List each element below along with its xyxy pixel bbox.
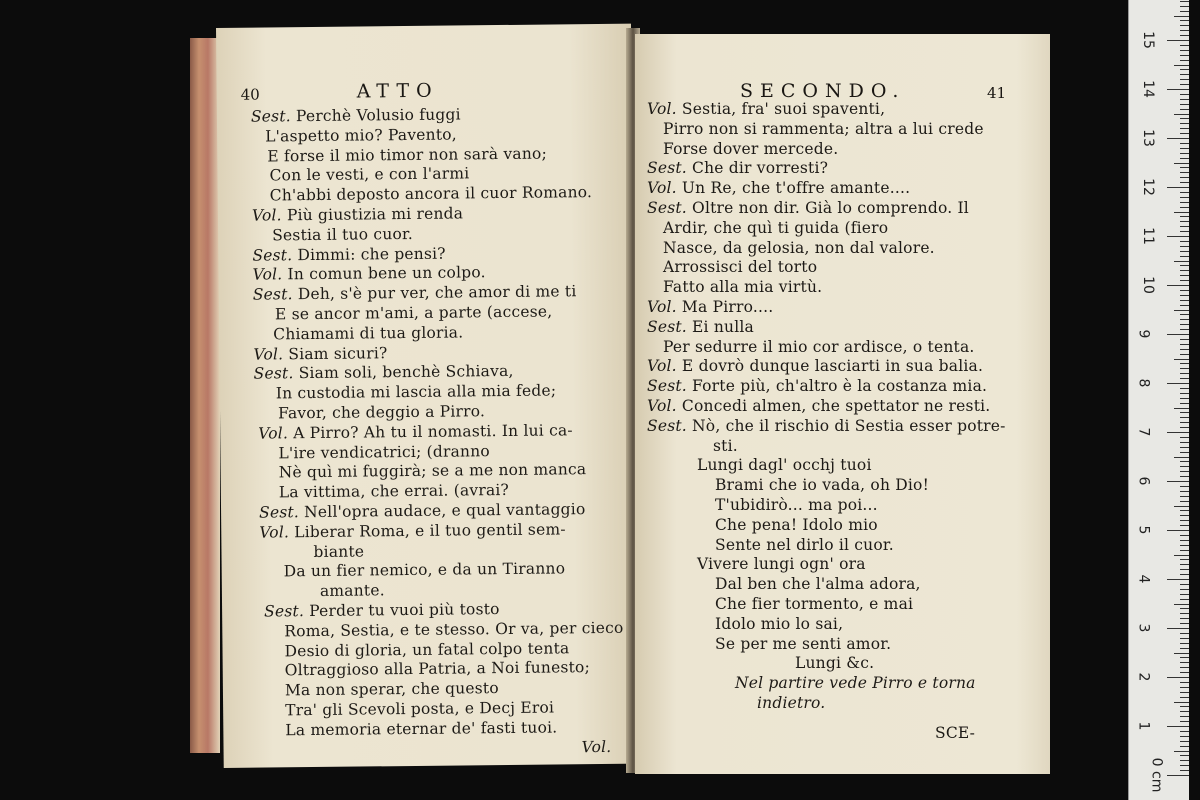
text-line: Vol. In comun bene un colpo. [252, 263, 486, 285]
ruler-tick [1180, 682, 1189, 683]
ruler-tick [1167, 187, 1189, 188]
ruler-tick [1180, 118, 1189, 119]
page-number: 40 [240, 85, 260, 104]
text-line: Vol. Più giustizia mi renda [251, 204, 464, 225]
text-line: Desio di gloria, un fatal colpo tenta [284, 638, 570, 660]
text-line: Per sedurre il mio cor ardisce, o tenta. [663, 337, 975, 356]
ruler-tick [1180, 368, 1189, 369]
text-line: Ma non sperar, che questo [284, 679, 499, 700]
ruler-tick [1180, 422, 1189, 423]
text-line: Sest. Forte più, ch'altro è la costanza mia. [647, 377, 988, 396]
ruler-tick [1180, 672, 1189, 673]
ruler-tick [1180, 667, 1189, 668]
text-line: La vittima, che errai. (avrai? [278, 481, 510, 502]
text-line: Dal ben che l'alma adora, [715, 575, 921, 594]
ruler-tick [1180, 275, 1189, 276]
text-line: Sest. Siam soli, benchè Schiava, [253, 362, 514, 384]
ruler-tick [1180, 11, 1189, 12]
text-line: Sest. Nell'opra audace, e qual vantaggio [258, 500, 586, 522]
ruler-tick [1180, 79, 1189, 80]
ruler-tick [1167, 726, 1189, 727]
ruler-label: 12 [1139, 178, 1156, 196]
ruler-tick [1174, 408, 1189, 409]
text-line: sti. [713, 436, 738, 455]
ruler-tick [1180, 540, 1189, 541]
text-line: Fatto alla mia virtù. [663, 278, 823, 297]
ruler-tick [1167, 481, 1189, 482]
text-line: E se ancor m'ami, a parte (accese, [274, 302, 553, 324]
ruler-tick [1180, 373, 1189, 374]
ruler-tick [1180, 643, 1189, 644]
ruler-tick [1180, 60, 1189, 61]
ruler-tick [1180, 290, 1189, 291]
ruler-tick [1180, 123, 1189, 124]
ruler-label: 2 [1135, 672, 1152, 682]
text-line: Sest. Deh, s'è pur ver, che amor di me ti [252, 282, 577, 304]
ruler-tick [1180, 109, 1189, 110]
ruler-tick [1180, 148, 1189, 149]
ruler-tick [1180, 393, 1189, 394]
ruler-tick [1180, 182, 1189, 183]
text-line: biante [313, 542, 365, 561]
ruler-tick [1180, 706, 1189, 707]
ruler-tick [1180, 270, 1189, 271]
ruler-tick [1180, 687, 1189, 688]
ruler-tick [1180, 251, 1189, 252]
ruler-tick [1174, 16, 1189, 17]
ruler-tick [1174, 114, 1189, 115]
ruler-tick [1180, 354, 1189, 355]
ruler-label: 7 [1135, 427, 1152, 437]
ruler-tick [1180, 133, 1189, 134]
ruler-tick [1180, 760, 1189, 761]
ruler-tick [1180, 295, 1189, 296]
ruler-tick [1180, 329, 1189, 330]
text-line: Vol. Un Re, che t'offre amante.... [647, 179, 911, 198]
running-header: SECONDO. [740, 80, 906, 102]
ruler-tick [1180, 515, 1189, 516]
text-line: Forse dover mercede. [663, 139, 839, 158]
ruler-tick [1180, 207, 1189, 208]
ruler-tick [1180, 398, 1189, 399]
ruler-tick [1180, 657, 1189, 658]
text-line: Ardir, che quì ti guida (fiero [663, 218, 889, 237]
ruler-tick [1180, 265, 1189, 266]
ruler-tick [1180, 731, 1189, 732]
text-line: Con le vesti, e con l'armi [269, 164, 470, 185]
ruler-tick [1180, 525, 1189, 526]
ruler-tick [1180, 613, 1189, 614]
text-line: Chiamami di tua gloria. [273, 323, 464, 344]
text-line: Nè quì mi fuggirà; se a me non manca [278, 460, 587, 482]
ruler-tick [1180, 339, 1189, 340]
ruler-tick [1180, 153, 1189, 154]
ruler-tick [1167, 285, 1189, 286]
ruler-tick [1180, 559, 1189, 560]
ruler-tick [1174, 261, 1189, 262]
ruler-tick [1167, 383, 1189, 384]
text-line: Tra' gli Scevoli posta, e Decj Eroi [285, 698, 555, 720]
text-line: Nel partire vede Pirro e torna [735, 674, 976, 693]
ruler-tick [1180, 466, 1189, 467]
text-line: Che pena! Idolo mio [715, 515, 878, 534]
ruler-tick [1180, 589, 1189, 590]
ruler-label: 14 [1139, 80, 1156, 98]
text-line: Se per me senti amor. [715, 634, 892, 653]
ruler-tick [1180, 471, 1189, 472]
ruler-tick [1180, 314, 1189, 315]
text-line: SCE- [935, 724, 976, 742]
ruler-tick [1180, 6, 1189, 7]
ruler-tick [1180, 716, 1189, 717]
ruler-tick [1174, 457, 1189, 458]
ruler-tick [1180, 461, 1189, 462]
ruler-tick [1180, 721, 1189, 722]
ruler-tick [1180, 427, 1189, 428]
ruler-tick [1180, 378, 1189, 379]
ruler-tick [1180, 599, 1189, 600]
text-line: Vol. Concedi almen, che spettator ne resti. [647, 397, 991, 415]
text-line: Pirro non si rammenta; altra a lui crede [663, 119, 984, 138]
ruler-tick [1180, 202, 1189, 203]
ruler-tick [1180, 545, 1189, 546]
ruler-tick [1180, 510, 1189, 511]
ruler-label: 0 cm [1148, 757, 1165, 793]
ruler-tick [1180, 143, 1189, 144]
text-line: amante. [319, 581, 385, 601]
text-line: L'aspetto mio? Pavento, [265, 125, 457, 146]
ruler-tick [1180, 197, 1189, 198]
ruler-tick [1180, 226, 1189, 227]
ruler-tick [1180, 25, 1189, 26]
text-line: E forse il mio timor non sarà vano; [267, 144, 548, 166]
ruler-tick [1180, 349, 1189, 350]
ruler-tick [1180, 741, 1189, 742]
text-line: Lungi dagl' occhj tuoi [697, 456, 872, 475]
text-line: Vivere lungi ogn' ora [697, 555, 866, 574]
right-page [635, 34, 1050, 774]
ruler-tick [1180, 608, 1189, 609]
ruler-tick [1180, 496, 1189, 497]
ruler-tick [1180, 765, 1189, 766]
ruler-tick [1180, 69, 1189, 70]
ruler-label: 10 [1139, 276, 1156, 294]
ruler-tick [1167, 138, 1189, 139]
ruler-tick [1180, 692, 1189, 693]
text-line: Arrossisci del torto [663, 258, 818, 277]
ruler-tick [1180, 74, 1189, 75]
ruler-tick [1167, 236, 1189, 237]
ruler-tick [1180, 241, 1189, 242]
ruler-tick [1180, 486, 1189, 487]
text-line: Ch'abbi deposto ancora il cuor Romano. [269, 183, 593, 205]
ruler-tick [1180, 447, 1189, 448]
text-line: Vol. E dovrò dunque lasciarti in sua balia. [647, 357, 984, 376]
text-line: Vol. Liberar Roma, e il tuo gentil sem- [259, 520, 566, 542]
ruler-tick [1180, 94, 1189, 95]
ruler-label: 9 [1135, 329, 1152, 339]
ruler-tick [1167, 530, 1189, 531]
ruler-tick [1174, 65, 1189, 66]
ruler-label: 11 [1139, 227, 1156, 245]
ruler-tick [1180, 417, 1189, 418]
ruler-tick [1180, 50, 1189, 51]
text-line: Sest. Ei nulla [647, 317, 754, 336]
text-line: indietro. [757, 694, 826, 712]
ruler-tick [1174, 163, 1189, 164]
ruler-tick [1167, 334, 1189, 335]
ruler-tick [1180, 638, 1189, 639]
ruler-tick [1167, 677, 1189, 678]
ruler-tick [1180, 158, 1189, 159]
text-line: Idolo mio lo sai, [715, 614, 844, 633]
ruler-tick [1180, 564, 1189, 565]
ruler-tick [1174, 212, 1189, 213]
ruler-label: 4 [1135, 574, 1152, 584]
ruler-tick [1180, 755, 1189, 756]
ruler-tick [1180, 550, 1189, 551]
ruler-tick [1167, 775, 1189, 776]
ruler-tick [1180, 662, 1189, 663]
ruler-tick [1180, 280, 1189, 281]
text-line: Sest. Dimmi: che pensi? [252, 244, 446, 265]
text-line: L'ire vendicatrici; (dranno [278, 441, 490, 462]
text-line: La memoria eternar de' fasti tuoi. [285, 718, 558, 740]
ruler-tick [1174, 653, 1189, 654]
ruler-tick [1180, 746, 1189, 747]
ruler-tick [1180, 246, 1189, 247]
text-line: Oltraggioso alla Patria, a Noi funesto; [284, 658, 591, 680]
text-line: Vol. A Pirro? Ah tu il nomasti. In lui ca- [258, 421, 573, 443]
text-line: Sest. Perchè Volusio fuggi [250, 105, 461, 126]
ruler-tick [1174, 506, 1189, 507]
text-line: Sest. Oltre non dir. Già lo comprendo. Il [647, 199, 969, 217]
text-line: In custodia mi lascia alla mia fede; [275, 381, 557, 403]
ruler-tick [1180, 476, 1189, 477]
ruler-tick [1167, 40, 1189, 41]
text-line: Brami che io vada, oh Dio! [715, 476, 930, 495]
text-line: Vol. Sestia, fra' suoi spaventi, [647, 100, 886, 118]
ruler-label: 6 [1135, 476, 1152, 486]
ruler-tick [1180, 623, 1189, 624]
ruler-tick [1180, 300, 1189, 301]
ruler-tick [1174, 604, 1189, 605]
ruler-tick [1167, 579, 1189, 580]
text-line: Sente nel dirlo il cuor. [715, 535, 894, 554]
ruler-tick [1180, 20, 1189, 21]
ruler-tick [1180, 99, 1189, 100]
ruler-tick [1174, 310, 1189, 311]
ruler-tick [1180, 535, 1189, 536]
measuring-ruler [1128, 0, 1189, 800]
ruler-tick [1180, 569, 1189, 570]
ruler-tick [1180, 363, 1189, 364]
ruler-tick [1180, 388, 1189, 389]
ruler-tick [1180, 221, 1189, 222]
left-page [216, 24, 639, 768]
ruler-tick [1180, 128, 1189, 129]
text-line: Lungi &c. [795, 654, 875, 673]
ruler-tick [1180, 324, 1189, 325]
ruler-tick [1180, 584, 1189, 585]
ruler-tick [1180, 104, 1189, 105]
ruler-tick [1180, 231, 1189, 232]
ruler-tick [1180, 172, 1189, 173]
ruler-label: 1 [1135, 721, 1152, 731]
text-line: Vol. Ma Pirro.... [647, 298, 774, 316]
ruler-tick [1180, 697, 1189, 698]
ruler-tick [1180, 452, 1189, 453]
ruler-tick [1180, 437, 1189, 438]
ruler-tick [1180, 192, 1189, 193]
ruler-tick [1180, 574, 1189, 575]
ruler-tick [1180, 319, 1189, 320]
text-line: Roma, Sestia, e te stesso. Or va, per cieco [284, 618, 624, 641]
ruler-label: 8 [1135, 378, 1152, 388]
ruler-tick [1180, 520, 1189, 521]
ruler-tick [1180, 412, 1189, 413]
text-line: Che fier tormento, e mai [715, 595, 914, 613]
text-line: Sest. Che dir vorresti? [647, 159, 829, 178]
ruler-tick [1180, 711, 1189, 712]
ruler-tick [1180, 177, 1189, 178]
ruler-tick [1180, 55, 1189, 56]
ruler-tick [1180, 633, 1189, 634]
ruler-tick [1180, 84, 1189, 85]
ruler-tick [1174, 751, 1189, 752]
page-number: 41 [987, 84, 1007, 102]
ruler-tick [1174, 702, 1189, 703]
ruler-tick [1180, 442, 1189, 443]
ruler-tick [1180, 45, 1189, 46]
open-book [190, 28, 1060, 773]
ruler-tick [1180, 618, 1189, 619]
ruler-tick [1180, 30, 1189, 31]
ruler-tick [1167, 628, 1189, 629]
ruler-label: 5 [1135, 525, 1152, 535]
text-line: Sest. Nò, che il rischio di Sestia esser potre- [647, 416, 1006, 435]
ruler-tick [1180, 167, 1189, 168]
ruler-tick [1180, 770, 1189, 771]
ruler-tick [1180, 35, 1189, 36]
text-line: Vol. Siam sicuri? [253, 343, 388, 364]
text-line: Sestia il tuo cuor. [272, 224, 414, 245]
ruler-tick [1174, 555, 1189, 556]
text-line: Da un fier nemico, e da un Tiranno [283, 559, 566, 581]
ruler-tick [1180, 594, 1189, 595]
text-line: T'ubidirò... ma poi... [715, 496, 878, 514]
text-line: Vol. [581, 737, 612, 756]
text-line: Favor, che deggio a Pirro. [277, 402, 486, 423]
ruler-tick [1180, 736, 1189, 737]
ruler-tick [1180, 1, 1189, 2]
running-header: ATTO [356, 79, 439, 103]
ruler-tick [1167, 89, 1189, 90]
ruler-label: 15 [1139, 31, 1156, 49]
ruler-label: 3 [1135, 623, 1152, 633]
ruler-tick [1180, 216, 1189, 217]
text-line: Sest. Perder tu vuoi più tosto [264, 600, 500, 621]
ruler-tick [1180, 648, 1189, 649]
text-line: Nasce, da gelosia, non dal valore. [663, 238, 935, 257]
page-edges [190, 38, 220, 753]
ruler-tick [1180, 256, 1189, 257]
ruler-tick [1174, 359, 1189, 360]
ruler-tick [1180, 344, 1189, 345]
ruler-tick [1167, 432, 1189, 433]
ruler-tick [1180, 305, 1189, 306]
ruler-tick [1180, 501, 1189, 502]
ruler-tick [1180, 491, 1189, 492]
ruler-tick [1180, 403, 1189, 404]
ruler-label: 13 [1139, 129, 1156, 147]
